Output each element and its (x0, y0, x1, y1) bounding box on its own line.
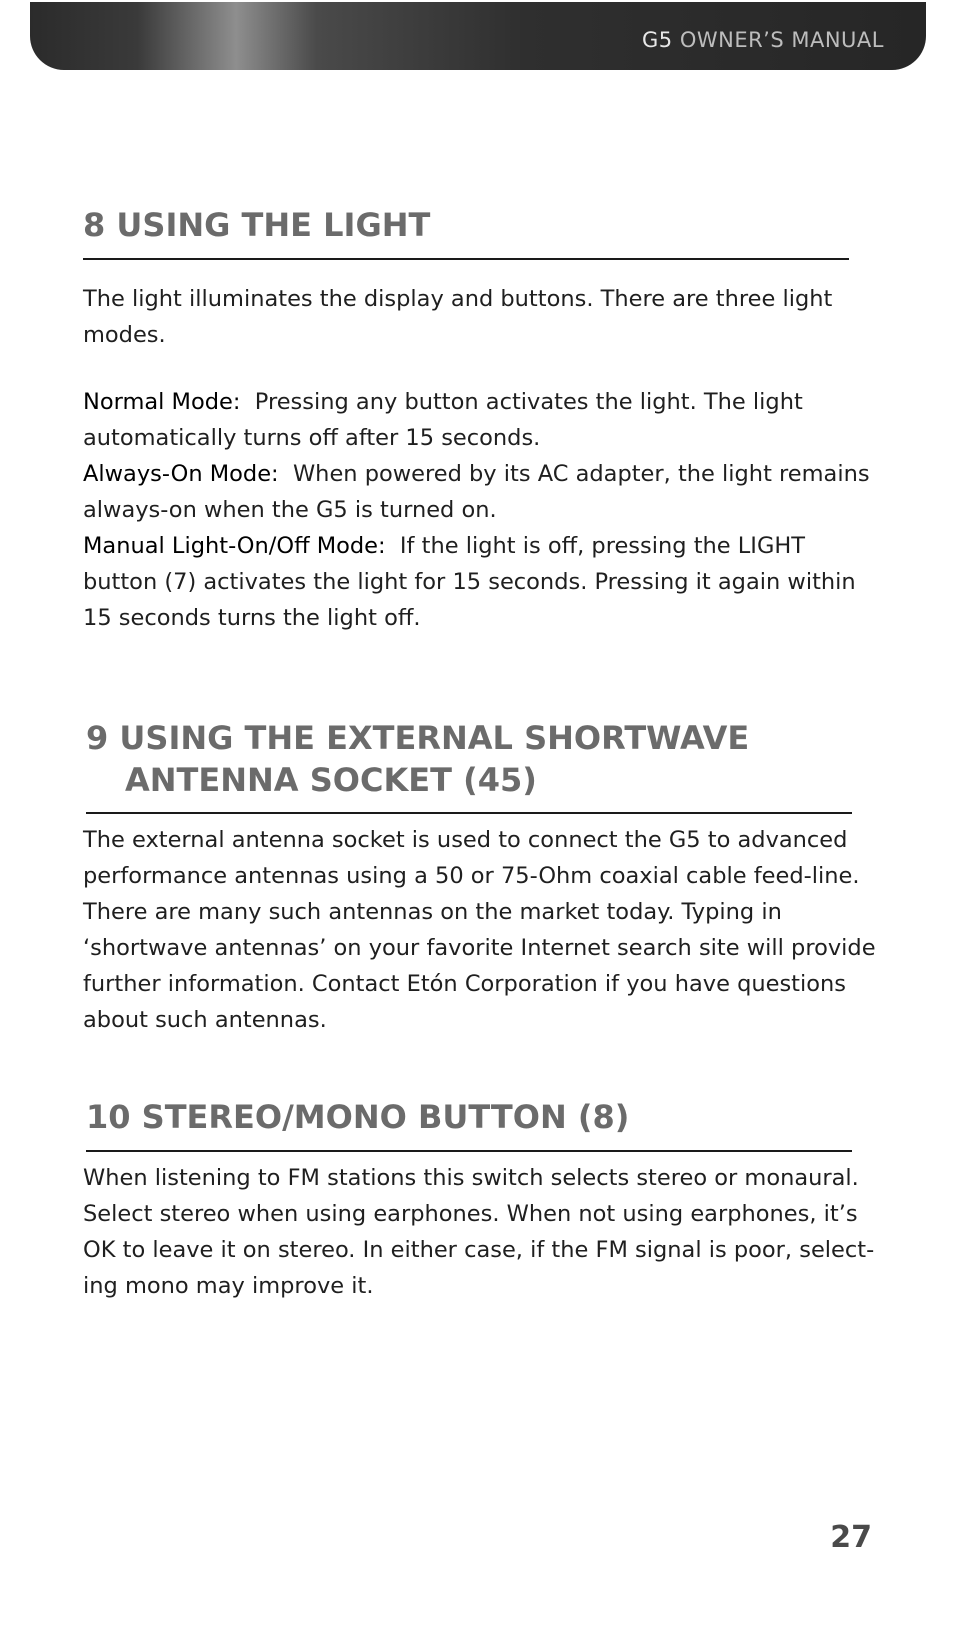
section-8-rule (83, 258, 849, 260)
section-8-heading: 8 USING THE LIGHT (83, 206, 431, 244)
section-9-rule (86, 812, 852, 814)
normal-mode-text: Pressing any button activates the light. The light automatically turns off after 15 seconds. (83, 389, 803, 451)
always-on-mode-text: When powered by its AC adapter, the light remains always-on when the G5 is turned on. (83, 461, 870, 523)
running-header (642, 28, 884, 52)
page-number: 27 (830, 1520, 872, 1555)
header-model: G5 (641, 28, 673, 52)
always-on-mode-label: Always-On Mode: (83, 461, 279, 487)
manual-mode-text: If the light is off, pressing the LIGHT button (7) activates the light for 15 seconds. Pressing it again within 15 seconds turns the light off. (83, 533, 856, 631)
section-9-body: The external antenna socket is used to connect the G5 to advanced performance antennas using a 50 or 75-Ohm coaxial cable feed-line. There are many such antennas on the market today. Typing in ‘shortwave antennas’ on your favorite Internet search site will provide further information. Contact Etón Corporation if you have questions about such antennas. (83, 827, 876, 1033)
section-9-heading-line2: ANTENNA SOCKET (45) (125, 761, 537, 799)
section-10-heading: 10 STEREO/MONO BUTTON (8) (86, 1098, 630, 1136)
section-9-heading-line1: 9 USING THE EXTERNAL SHORTWAVE (86, 719, 750, 757)
section-8-intro: The light illuminates the display and buttons. There are three light modes. (83, 286, 833, 348)
section-8-modes (83, 384, 883, 636)
manual-mode-label: Manual Light-On/Off Mode: (83, 533, 386, 559)
normal-mode-label: Normal Mode: (83, 389, 241, 415)
section-10-body: When listening to FM stations this switch selects stereo or monaural. Select stereo when using earphones. When not using earphones, it’s OK to leave it on stereo. In either case, if the FM signal is poor, select-ing mono may improve it. (83, 1165, 875, 1299)
header-manual-title: OWNER’S MANUAL (679, 28, 884, 52)
section-10-rule (86, 1150, 852, 1152)
header-bar (30, 2, 926, 70)
